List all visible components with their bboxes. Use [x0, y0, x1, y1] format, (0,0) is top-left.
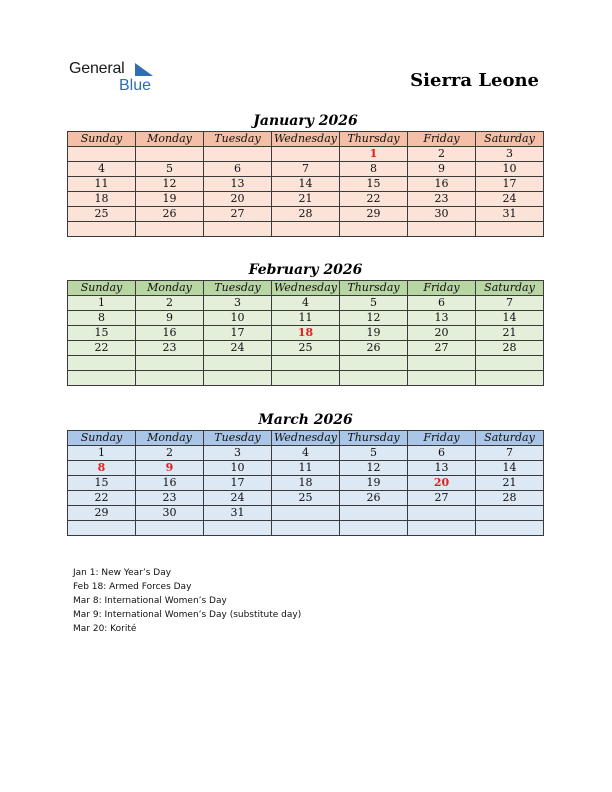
day-cell: 17 [204, 326, 272, 341]
day-cell: 12 [136, 177, 204, 192]
empty-day-cell [476, 356, 544, 371]
generalblue-logo [69, 60, 169, 96]
day-cell: 26 [340, 341, 408, 356]
empty-day-cell [476, 371, 544, 386]
weekday-header-tuesday: Tuesday [204, 132, 272, 147]
day-cell: 4 [272, 446, 340, 461]
day-cell: 30 [136, 506, 204, 521]
empty-day-cell [204, 356, 272, 371]
week-row [68, 491, 544, 506]
day-cell: 5 [340, 296, 408, 311]
day-cell: 24 [204, 491, 272, 506]
day-cell: 20 [204, 192, 272, 207]
day-cell: 25 [272, 341, 340, 356]
holiday-day-cell: 1 [340, 147, 408, 162]
day-cell: 17 [476, 177, 544, 192]
day-cell: 12 [340, 311, 408, 326]
day-cell: 7 [272, 162, 340, 177]
empty-day-cell [408, 521, 476, 536]
holiday-item: Feb 18: Armed Forces Day [73, 582, 192, 592]
empty-day-cell [340, 506, 408, 521]
empty-day-cell [340, 222, 408, 237]
weekday-header-tuesday: Tuesday [204, 281, 272, 296]
day-cell: 21 [476, 476, 544, 491]
weekday-header-friday: Friday [408, 281, 476, 296]
day-cell: 23 [136, 341, 204, 356]
week-row [68, 476, 544, 491]
weekday-header-friday: Friday [408, 431, 476, 446]
week-row [68, 326, 544, 341]
day-cell: 24 [204, 341, 272, 356]
holiday-item: Mar 8: International Women’s Day [73, 596, 227, 606]
week-row [68, 296, 544, 311]
week-row [68, 311, 544, 326]
day-cell: 22 [340, 192, 408, 207]
day-cell: 24 [476, 192, 544, 207]
day-cell: 10 [204, 461, 272, 476]
day-cell: 20 [408, 326, 476, 341]
day-cell: 2 [136, 296, 204, 311]
day-cell: 15 [340, 177, 408, 192]
day-cell: 4 [68, 162, 136, 177]
week-row [68, 506, 544, 521]
month-february [67, 260, 544, 386]
empty-day-cell [408, 371, 476, 386]
holiday-day-cell: 8 [68, 461, 136, 476]
empty-day-cell [204, 521, 272, 536]
weekday-header-tuesday: Tuesday [204, 431, 272, 446]
day-cell: 6 [408, 446, 476, 461]
day-cell: 23 [136, 491, 204, 506]
day-cell: 3 [476, 147, 544, 162]
weekday-header-saturday: Saturday [476, 132, 544, 147]
day-cell: 16 [136, 326, 204, 341]
day-cell: 8 [340, 162, 408, 177]
day-cell: 4 [272, 296, 340, 311]
holiday-item: Mar 9: International Women’s Day (substitute day) [73, 610, 302, 620]
empty-day-cell [204, 147, 272, 162]
day-cell: 15 [68, 326, 136, 341]
day-cell: 19 [136, 192, 204, 207]
day-cell: 14 [272, 177, 340, 192]
weekday-header-sunday: Sunday [68, 281, 136, 296]
week-row [68, 371, 544, 386]
day-cell: 3 [204, 296, 272, 311]
day-cell: 19 [340, 326, 408, 341]
holiday-list [73, 566, 301, 636]
empty-day-cell [272, 371, 340, 386]
day-cell: 16 [136, 476, 204, 491]
week-row [68, 446, 544, 461]
day-cell: 23 [408, 192, 476, 207]
day-cell: 15 [68, 476, 136, 491]
day-cell: 7 [476, 296, 544, 311]
empty-day-cell [340, 356, 408, 371]
day-cell: 26 [136, 207, 204, 222]
day-cell: 25 [68, 207, 136, 222]
weekday-header-monday: Monday [136, 431, 204, 446]
day-cell: 27 [408, 491, 476, 506]
day-cell: 1 [68, 446, 136, 461]
empty-day-cell [476, 506, 544, 521]
day-cell: 5 [136, 162, 204, 177]
day-cell: 22 [68, 341, 136, 356]
day-cell: 28 [272, 207, 340, 222]
day-cell: 25 [272, 491, 340, 506]
empty-day-cell [408, 356, 476, 371]
empty-day-cell [136, 356, 204, 371]
day-cell: 26 [340, 491, 408, 506]
day-cell: 12 [340, 461, 408, 476]
day-cell: 13 [408, 461, 476, 476]
week-row [68, 207, 544, 222]
weekday-header-thursday: Thursday [340, 431, 408, 446]
logo-triangle-icon [135, 63, 153, 77]
week-row [68, 147, 544, 162]
empty-day-cell [136, 521, 204, 536]
day-cell: 7 [476, 446, 544, 461]
month-title: January 2026 [253, 113, 358, 129]
day-cell: 28 [476, 341, 544, 356]
day-cell: 18 [68, 192, 136, 207]
weekday-header-thursday: Thursday [340, 281, 408, 296]
day-cell: 3 [204, 446, 272, 461]
day-cell: 10 [476, 162, 544, 177]
day-cell: 13 [204, 177, 272, 192]
day-cell: 9 [136, 311, 204, 326]
weekday-header-wednesday: Wednesday [272, 281, 340, 296]
day-cell: 27 [408, 341, 476, 356]
week-row [68, 461, 544, 476]
day-cell: 11 [272, 311, 340, 326]
weekday-header-thursday: Thursday [340, 132, 408, 147]
month-table [67, 131, 544, 237]
empty-day-cell [272, 356, 340, 371]
empty-day-cell [68, 222, 136, 237]
empty-day-cell [272, 147, 340, 162]
day-cell: 28 [476, 491, 544, 506]
holiday-item: Jan 1: New Year’s Day [73, 568, 172, 578]
empty-day-cell [68, 521, 136, 536]
weekday-header-row [68, 281, 544, 296]
day-cell: 2 [408, 147, 476, 162]
day-cell: 18 [272, 476, 340, 491]
empty-day-cell [136, 147, 204, 162]
week-row [68, 521, 544, 536]
day-cell: 29 [68, 506, 136, 521]
day-cell: 27 [204, 207, 272, 222]
week-row [68, 162, 544, 177]
month-march [67, 410, 544, 536]
month-january [67, 111, 544, 237]
day-cell: 9 [408, 162, 476, 177]
month-title: February 2026 [248, 262, 363, 278]
weekday-header-row [68, 132, 544, 147]
empty-day-cell [476, 222, 544, 237]
day-cell: 21 [476, 326, 544, 341]
week-row [68, 341, 544, 356]
holiday-day-cell: 20 [408, 476, 476, 491]
weekday-header-monday: Monday [136, 132, 204, 147]
holiday-day-cell: 18 [272, 326, 340, 341]
day-cell: 29 [340, 207, 408, 222]
month-table [67, 430, 544, 536]
day-cell: 5 [340, 446, 408, 461]
empty-day-cell [136, 222, 204, 237]
weekday-header-wednesday: Wednesday [272, 132, 340, 147]
country-title: Sierra Leone [410, 70, 539, 91]
empty-day-cell [272, 521, 340, 536]
empty-day-cell [204, 371, 272, 386]
holiday-day-cell: 9 [136, 461, 204, 476]
day-cell: 6 [408, 296, 476, 311]
week-row [68, 177, 544, 192]
empty-day-cell [204, 222, 272, 237]
weekday-header-saturday: Saturday [476, 431, 544, 446]
logo-text-general: General [69, 60, 125, 77]
day-cell: 31 [476, 207, 544, 222]
week-row [68, 356, 544, 371]
day-cell: 2 [136, 446, 204, 461]
weekday-header-wednesday: Wednesday [272, 431, 340, 446]
holiday-item: Mar 20: Korité [73, 624, 137, 634]
empty-day-cell [272, 506, 340, 521]
day-cell: 14 [476, 311, 544, 326]
month-title: March 2026 [258, 412, 353, 428]
day-cell: 11 [68, 177, 136, 192]
day-cell: 16 [408, 177, 476, 192]
weekday-header-saturday: Saturday [476, 281, 544, 296]
weekday-header-friday: Friday [408, 132, 476, 147]
day-cell: 1 [68, 296, 136, 311]
day-cell: 17 [204, 476, 272, 491]
weekday-header-sunday: Sunday [68, 132, 136, 147]
empty-day-cell [136, 371, 204, 386]
weekday-header-row [68, 431, 544, 446]
empty-day-cell [68, 356, 136, 371]
empty-day-cell [476, 521, 544, 536]
day-cell: 13 [408, 311, 476, 326]
day-cell: 31 [204, 506, 272, 521]
day-cell: 10 [204, 311, 272, 326]
empty-day-cell [68, 147, 136, 162]
week-row [68, 222, 544, 237]
day-cell: 22 [68, 491, 136, 506]
month-table [67, 280, 544, 386]
empty-day-cell [408, 222, 476, 237]
day-cell: 8 [68, 311, 136, 326]
week-row [68, 192, 544, 207]
day-cell: 14 [476, 461, 544, 476]
day-cell: 6 [204, 162, 272, 177]
day-cell: 30 [408, 207, 476, 222]
day-cell: 21 [272, 192, 340, 207]
empty-day-cell [340, 371, 408, 386]
logo-text-blue: Blue [119, 77, 152, 94]
day-cell: 11 [272, 461, 340, 476]
empty-day-cell [272, 222, 340, 237]
weekday-header-monday: Monday [136, 281, 204, 296]
empty-day-cell [340, 521, 408, 536]
day-cell: 19 [340, 476, 408, 491]
empty-day-cell [408, 506, 476, 521]
empty-day-cell [68, 371, 136, 386]
weekday-header-sunday: Sunday [68, 431, 136, 446]
